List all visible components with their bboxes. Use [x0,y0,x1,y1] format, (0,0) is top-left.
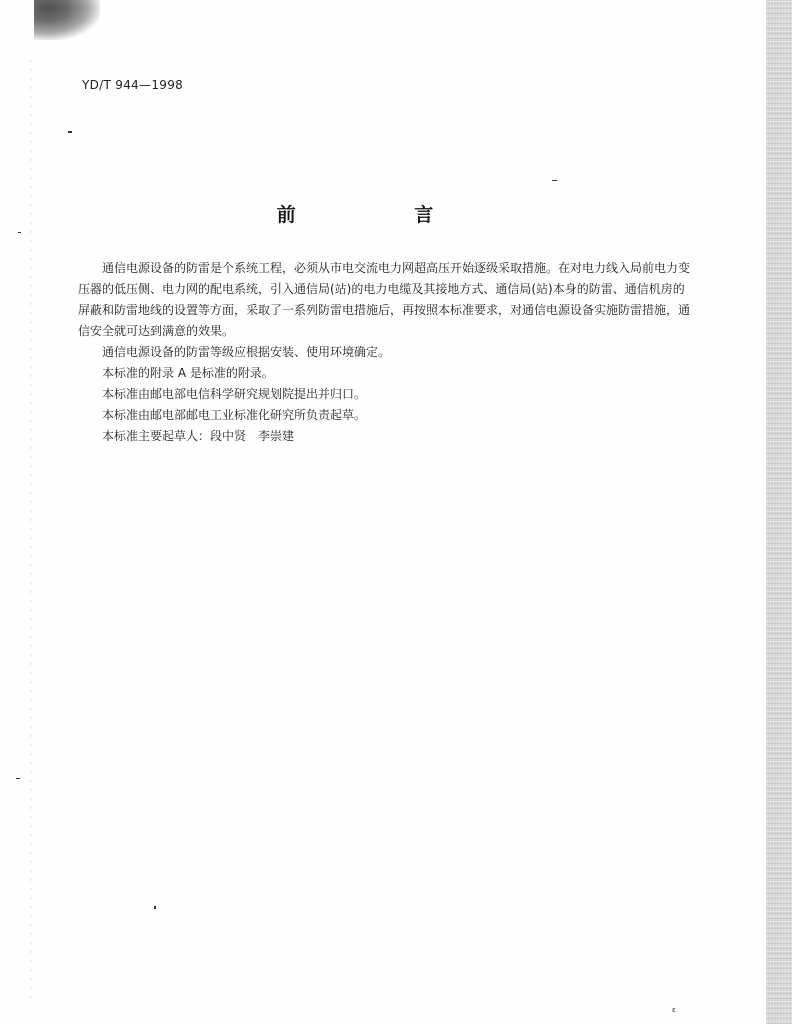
page-number: ε [672,1006,676,1014]
scan-speck [16,778,20,779]
body-text [78,258,690,447]
paragraph: 本标准主要起草人：段中贤 李崇建 [102,429,295,443]
scan-speck [68,131,72,133]
scan-speck [552,180,557,181]
paragraph: 本标准的附录 A 是标准的附录。 [102,366,274,380]
section-heading: 前 言 [276,204,490,226]
paragraph: 通信电源设备的防雷等级应根据安装、使用环境确定。 [102,345,391,359]
scan-speck [18,232,21,233]
scan-shadow-corner [34,0,100,40]
paragraph: 本标准由邮电部电信科学研究规划院提出并归口。 [102,387,367,401]
paragraph: 通信电源设备的防雷是个系统工程，必须从市电交流电力网超高压开始逐级采取措施。在对电力线入局前电力变压器的低压侧、电力网的配电系统，引入通信局(站)的电力电缆及其接地方式、通信局(站)本身的防雷、通信机房的屏蔽和防雷地线的设置等方面，采取了一系列防雷电措施后，再按照本标准要求，对通信电源设备实施防雷措施，通信安全就可达到满意的效果。 [78,261,691,338]
scan-speck [154,906,156,909]
document-code: YD/T 944—1998 [82,78,184,92]
scan-shadow-right-edge [766,0,792,1024]
paragraph: 本标准由邮电部邮电工业标准化研究所负责起草。 [102,408,367,422]
